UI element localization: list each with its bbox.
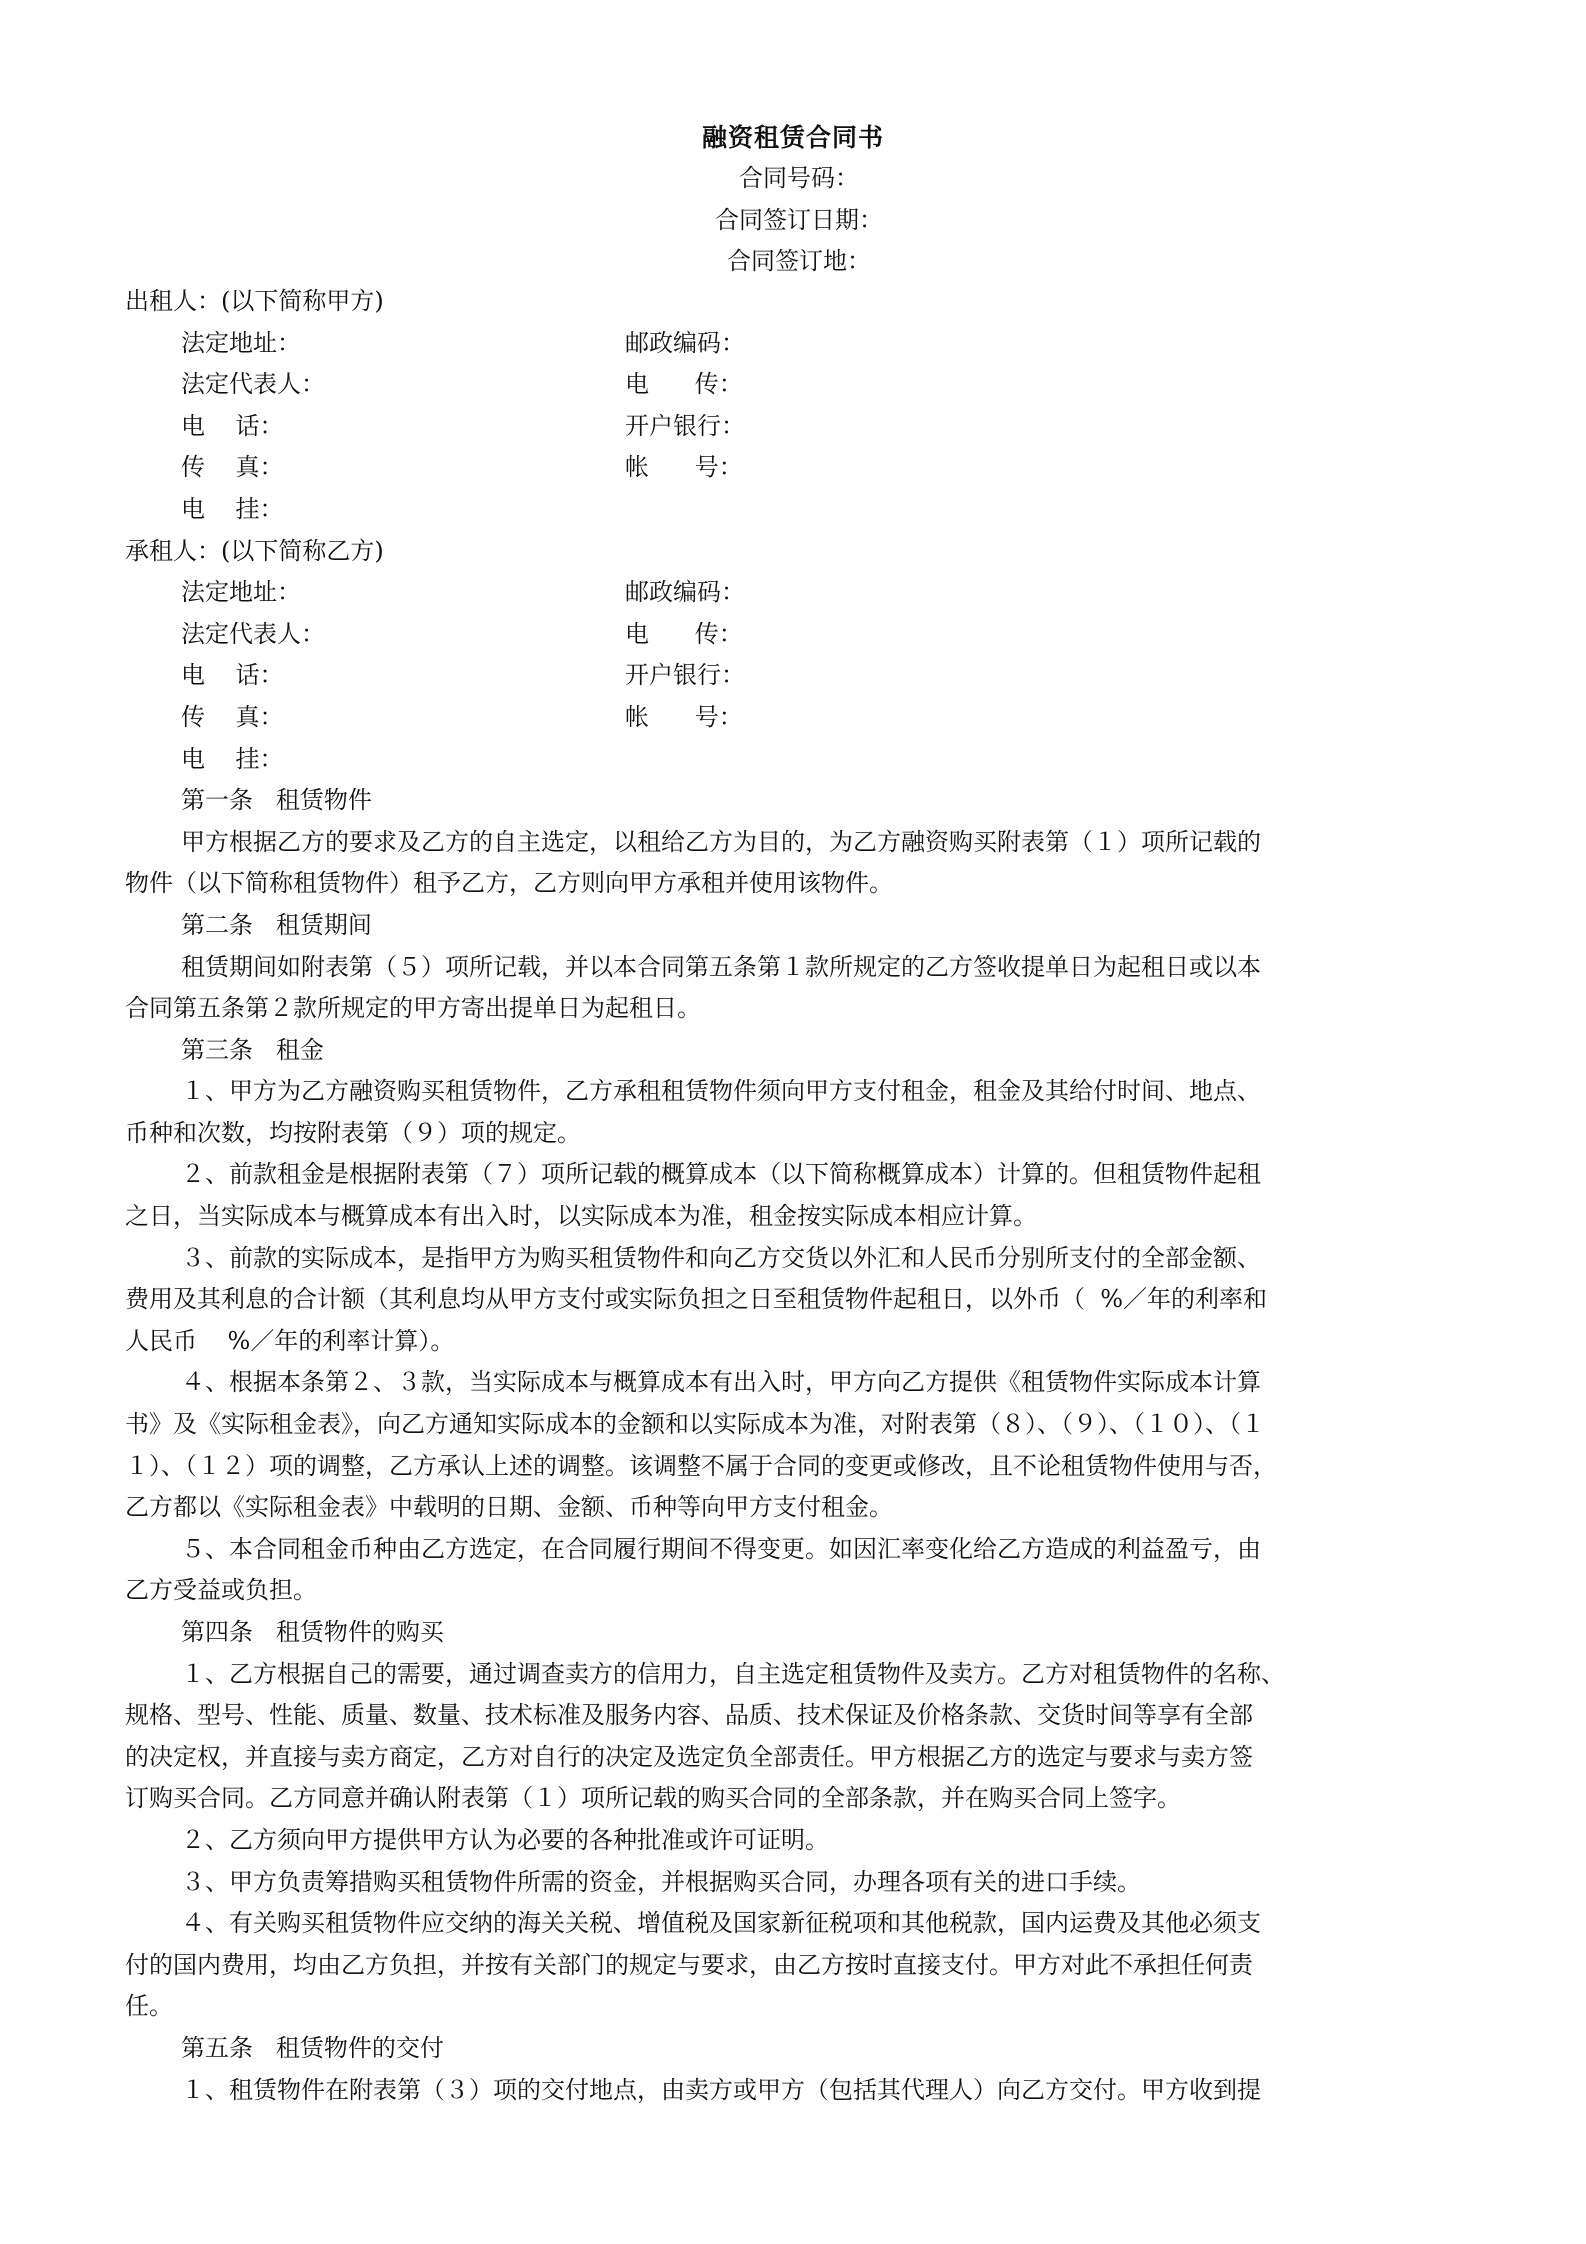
article-text-line: ３、前款的实际成本，是指甲方为购买租赁物件和向乙方交货以外汇和人民币分别所支付的全部金额、 [181,1243,1261,1272]
article-text-line: ４、有关购买租赁物件应交纳的海关关税、增值税及国家新征税项和其他税款，国内运费及其他必须支 [181,1909,1261,1938]
article-text-line: 费用及其利息的合计额（其利息均从甲方支付或实际负担之日至租赁物件起租日，以外币（ %／年的利率和 [125,1285,1268,1314]
article-text-line: ５、本合同租金币种由乙方选定，在合同履行期间不得变更。如因汇率变化给乙方造成的利益盈亏，由 [181,1534,1261,1563]
article-text-line: 规格、型号、性能、质量、数量、技术标准及服务内容、品质、技术保证及价格条款、交货时间等享有全部 [125,1701,1253,1730]
lessee-field-label: 电 挂： [181,744,284,773]
lessee-field-label: 传 真： [181,702,284,731]
lessor-field-label: 邮政编码： [625,328,745,357]
lessor-field-label: 法定地址： [181,328,301,357]
lessee-field-row [125,614,1460,656]
lessee-field-row [125,739,1460,781]
article-text-line: 之日，当实际成本与概算成本有出入时，以实际成本为准，租金按实际成本相应计算。 [125,1202,1037,1231]
article-text-line: 的决定权，并直接与卖方商定，乙方对自行的决定及选定负全部责任。甲方根据乙方的选定与要求与卖方签 [125,1742,1253,1771]
lessor-heading: 出租人：(以下简称甲方) [125,287,384,315]
article-text-line: １、甲方为乙方融资购买租赁物件，乙方承租租赁物件须向甲方支付租金，租金及其给付时间、地点、 [181,1077,1261,1106]
lessor-field-label: 电 挂： [181,494,284,523]
article-text-line: １、租赁物件在附表第（３）项的交付地点，由卖方或甲方（包括其代理人）向乙方交付。甲方收到提 [181,2075,1261,2104]
article-text-line: 订购买合同。乙方同意并确认附表第（１）项所记载的购买合同的全部条款，并在购买合同上签字。 [125,1784,1181,1813]
contract-number: 合同号码： [739,164,859,192]
article-text-line: １）、（１２）项的调整，乙方承认上述的调整。该调整不属于合同的变更或修改，且不论租赁物件使用与否， [125,1451,1277,1480]
lessor-field-label: 电 传： [625,370,743,399]
article-text-line: 任。 [125,1992,173,2021]
article-text-line: 人民币 %／年的利率计算）。 [125,1326,455,1355]
article-heading: 第四条 租赁物件的购买 [181,1618,444,1646]
article-heading: 第三条 租金 [181,1035,324,1064]
article-heading: 第五条 租赁物件的交付 [181,2033,444,2062]
lessee-field-row [125,572,1460,614]
article-text-line: 乙方都以《实际租金表》中载明的日期、金额、币种等向甲方支付租金。 [125,1493,893,1522]
article-text-line: ４、根据本条第２、３款，当实际成本与概算成本有出入时，甲方向乙方提供《租赁物件实际成本计算 [181,1368,1261,1397]
lessor-field-row [125,364,1460,406]
article-text-line: ３、甲方负责筹措购买租赁物件所需的资金，并根据购买合同，办理各项有关的进口手续。 [181,1867,1141,1896]
lessee-field-label: 电 话： [181,661,284,690]
article-heading: 第一条 租赁物件 [181,786,372,815]
contract-body [125,281,1460,2111]
lessor-field-row [125,323,1460,365]
lessor-field-label: 电 话： [181,411,284,440]
lessee-field-label: 法定代表人： [181,619,325,648]
lessor-field-label: 法定代表人： [181,370,325,399]
lessee-heading: 承租人：(以下简称乙方) [125,536,384,565]
article-text-line: １、乙方根据自己的需要，通过调查卖方的信用力，自主选定租赁物件及卖方。乙方对租赁物件的名称、 [181,1659,1285,1688]
lessee-field-row [125,697,1460,739]
article-text-line: 书》及《实际租金表》，向乙方通知实际成本的金额和以实际成本为准，对附表第（８）、（９）、（１０）、（１ [125,1410,1265,1439]
contract-meta [0,158,1586,283]
lessee-field-label: 法定地址： [181,578,301,607]
article-text-line: 合同第五条第２款所规定的甲方寄出提单日为起租日。 [125,994,701,1023]
lessor-field-row [125,489,1460,531]
lessee-field-label: 邮政编码： [625,578,745,607]
document-title: 融资租赁合同书 [701,123,884,152]
lessor-field-label: 帐 号： [625,453,743,482]
lessor-field-label: 开户银行： [625,411,745,440]
lessor-field-row [125,406,1460,448]
lessee-field-label: 开户银行： [625,661,745,690]
article-text-line: ２、前款租金是根据附表第（７）项所记载的概算成本（以下简称概算成本）计算的。但租赁物件起租 [181,1160,1261,1189]
contract-sign-place: 合同签订地： [727,247,871,275]
article-heading: 第二条 租赁期间 [181,910,372,939]
lessor-field-row [125,447,1460,489]
lessee-field-label: 电 传： [625,619,743,648]
lessee-field-label: 帐 号： [625,702,743,731]
lessee-field-row [125,655,1460,697]
lessor-field-label: 传 真： [181,453,284,482]
article-text-line: ２、乙方须向甲方提供甲方认为必要的各种批准或许可证明。 [181,1825,829,1854]
article-text-line: 乙方受益或负担。 [125,1576,317,1605]
contract-sign-date: 合同签订日期： [715,205,883,234]
article-text-line: 甲方根据乙方的要求及乙方的自主选定，以租给乙方为目的，为乙方融资购买附表第（１）项所记载的 [181,827,1261,856]
article-text-line: 币种和次数，均按附表第（９）项的规定。 [125,1118,581,1147]
article-text-line: 租赁期间如附表第（５）项所记载，并以本合同第五条第１款所规定的乙方签收提单日为起租日或以本 [181,952,1261,981]
article-text-line: 物件（以下简称租赁物件）租予乙方，乙方则向甲方承租并使用该物件。 [125,869,893,898]
article-text-line: 付的国内费用，均由乙方负担，并按有关部门的规定与要求，由乙方按时直接支付。甲方对此不承担任何责 [125,1950,1253,1979]
